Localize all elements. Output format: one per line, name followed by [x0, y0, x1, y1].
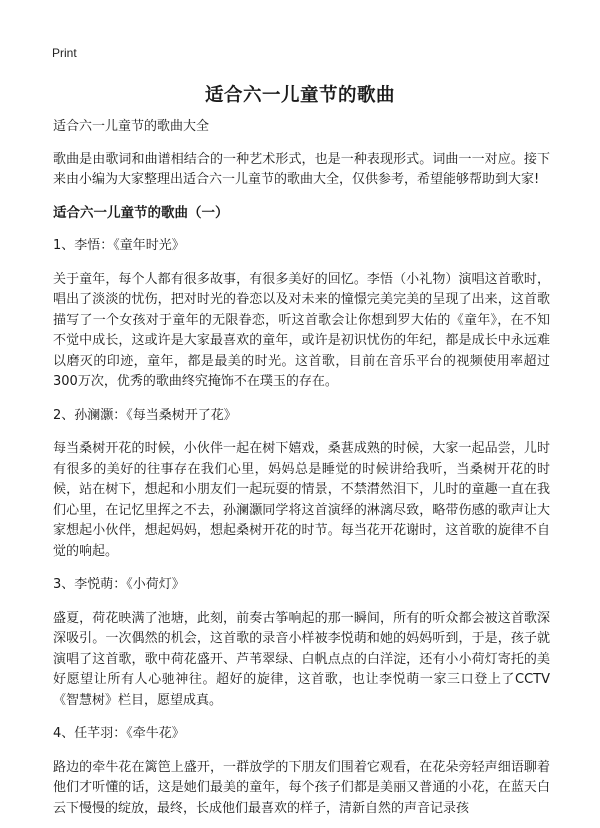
print-link[interactable]: Print: [52, 46, 77, 60]
song-heading: 4、任芊羽：《牵牛花》: [53, 726, 185, 741]
page-title: 适合六一儿童节的歌曲: [204, 85, 395, 106]
article-subtitle: 适合六一儿童节的歌曲大全: [53, 119, 210, 134]
song-description: 每当桑树开花的时候，小伙伴一起在树下嬉戏，桑葚成熟的时候，大家一起品尝，儿时有很多的美好的往事存在我们心里，妈妈总是睡觉的时候讲给我听，当桑树开花的时候，站在树下，想起和小朋友们一起玩耍的情景，不禁潸然泪下，儿时的童趣一直在我们心里，在记忆里挥之不去，孙澜灏同学将这首演绎的淋漓尽致，略带伤感的歌声让大家想起小伙伴，想起妈妈，想起桑树开花的时节。每当花开花谢时，这首歌的旋律不自觉的响起。: [53, 441, 550, 559]
section-heading: 适合六一儿童节的歌曲（一）: [53, 204, 229, 221]
song-heading: 1、李悟：《童年时光》: [53, 238, 185, 253]
song-description: 路边的牵牛花在篱笆上盛开，一群放学的下朋友们围着它观看，在花朵旁轻声细语聊着他们才听懂的话，这是她们最美的童年，每个孩子们都是美丽又普通的小花，在蓝天白云下慢慢的绽放，最终，长成他们最喜欢的样子，清新自然的声音记录孩: [53, 759, 550, 816]
article-body: [53, 117, 550, 828]
song-heading: 3、李悦萌：《小荷灯》: [53, 577, 185, 592]
song-description: 关于童年，每个人都有很多故事，有很多美好的回忆。李悟（小礼物）演唱这首歌时，唱出了淡淡的忧伤，把对时光的眷恋以及对未来的憧憬完美完美的呈现了出来，这首歌描写了一个女孩对于童年的无限眷恋，听这首歌会让你想到罗大佑的《童年》，在不知不觉中成长，这或许是大家最喜欢的童年，或许是初识忧伤的年纪，都是成长中永远难以磨灭的印迹，童年，都是最美的时光。这首歌，目前在音乐平台的视频使用率超过300万次，优秀的歌曲终究掩饰不在璞玉的存在。: [53, 271, 550, 389]
song-description: 盛夏，荷花映满了池塘，此刻，前奏古筝响起的那一瞬间，所有的听众都会被这首歌深深吸引。一次偶然的机会，这首歌的录音小样被李悦萌和她的妈妈听到，于是，孩子就演唱了这首歌，歌中荷花盛开、芦苇翠绿、白帆点点的白洋淀，还有小小荷灯寄托的美好愿望让所有人心驰神往。超好的旋律，这首歌，也让李悦萌一家三口登上了CCTV《智慧树》栏目，愿望成真。: [53, 610, 550, 708]
intro-paragraph: 歌曲是由歌词和曲谱相结合的一种艺术形式，也是一种表现形式。词曲一一对应。接下来由小编为大家整理出适合六一儿童节的歌曲大全，仅供参考，希望能够帮助到大家!: [53, 151, 550, 187]
song-heading: 2、孙澜灏：《每当桑树开了花》: [53, 407, 237, 423]
